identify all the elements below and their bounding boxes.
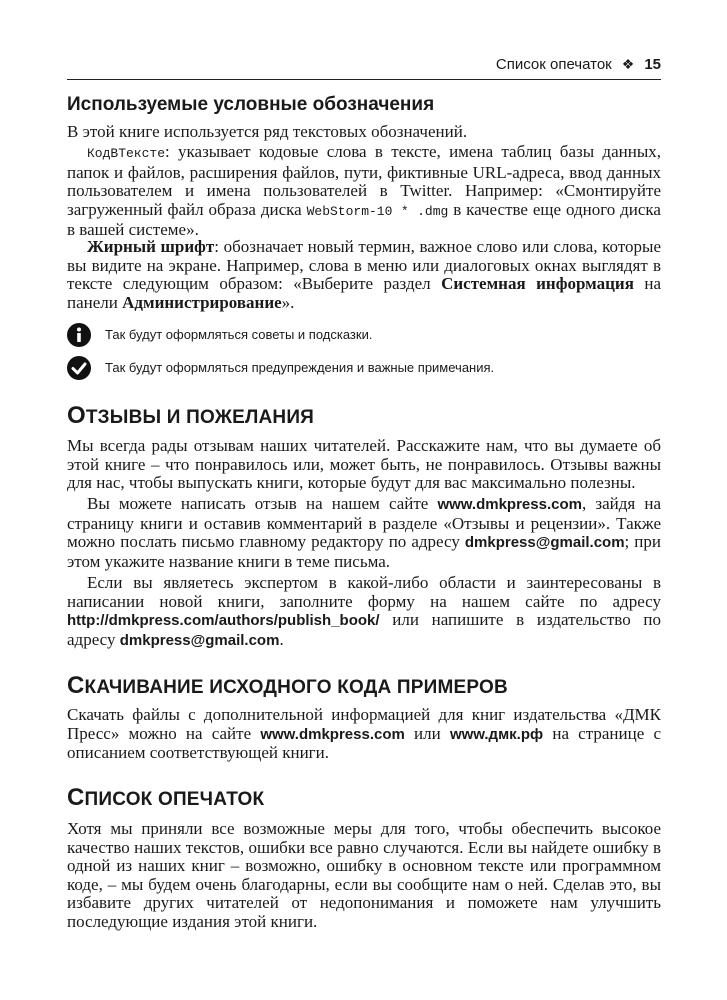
bold-example-1: Системная информация	[441, 274, 634, 294]
feedback-paragraph-3	[67, 574, 661, 650]
feedback-heading-rest: ТЗЫВЫ И ПОЖЕЛАНИЯ	[85, 407, 315, 428]
code-example: WebStorm-10 * .dmg	[306, 203, 449, 219]
tip-text: Так будут оформляться советы и подсказки.	[105, 327, 373, 342]
download-p-c: на странице с описанием соответствующей книги.	[67, 723, 661, 763]
publish-book-link[interactable]: http://dmkpress.com/authors/publish_book/	[67, 612, 380, 630]
bold-term: Жирный шрифт	[87, 237, 215, 256]
bold-desc-3: ».	[281, 292, 295, 312]
code-desc-1: : указывает кодовые слова в тексте, имена таблиц базы данных, папок и файлов, расширения файлов, пути, фиктивные URL-адреса, ввод данных пользователем и имена пользователей в Twitter. Например: «Смонтируйте загруженный файл образа диска	[67, 142, 661, 219]
dmk-rf-site-link[interactable]: www.дмк.рф	[449, 725, 544, 743]
feedback-paragraph-2	[67, 495, 661, 571]
publisher-email-link[interactable]: dmkpress@gmail.com	[119, 631, 280, 649]
editor-email-link[interactable]: dmkpress@gmail.com	[464, 534, 625, 552]
feedback-p3-a: Если вы являетесь экспертом в какой-либо области и заинтересованы в написании новой книги, заполните форму на нашем сайте по адресу	[67, 573, 661, 611]
site-link[interactable]: www.dmkpress.com	[437, 496, 582, 513]
header-rule	[67, 79, 661, 80]
dmkpress-site-link[interactable]: www.dmkpress.com	[260, 725, 405, 743]
running-header	[67, 56, 661, 80]
feedback-heading-initial: О	[67, 402, 86, 429]
tip-note	[67, 323, 661, 349]
download-heading-rest: КАЧИВАНИЕ ИСХОДНОГО КОДА ПРИМЕРОВ	[84, 677, 508, 698]
errata-heading	[67, 784, 264, 812]
warning-note	[67, 356, 661, 382]
code-term: КодВТексте	[87, 146, 166, 161]
errata-paragraph: Хотя мы приняли все возможные меры для того, чтобы обеспечить высокое качество наших текстов, ошибки все равно случаются. Если вы найдете ошибку в одной из наших книг – возможно, ошибку в основном тексте или программном коде, – мы будем очень благодарны, если вы сообщите нам о ней. Сделав это, вы избавите других читателей от недопонимания и поможете нам улучшить последующие издания этой книги.	[67, 819, 661, 931]
checkmark-icon	[67, 356, 91, 380]
conventions-intro: В этой книге используется ряд текстовых обозначений.	[67, 122, 468, 141]
download-paragraph	[67, 706, 661, 763]
feedback-heading	[67, 402, 314, 430]
errata-heading-initial: С	[67, 784, 85, 811]
code-convention-paragraph	[67, 143, 661, 240]
code-desc-2: в качестве еще одного диска в вашей системе».	[67, 199, 661, 240]
errata-heading-rest: ПИСОК ОПЕЧАТОК	[84, 789, 265, 810]
bold-desc-1: : обозначает новый термин, важное слово или слова, которые вы видите на экране. Например, слова в меню или диалоговых окнах выглядят в тексте следующим образом: «Выберите раздел	[67, 237, 661, 294]
download-heading	[67, 672, 508, 700]
download-heading-initial: С	[67, 672, 85, 699]
feedback-p2-c: ; при этом укажите название книги в теме письма.	[67, 532, 662, 571]
feedback-p2-a: Вы можете написать отзыв на нашем сайте	[87, 494, 438, 513]
feedback-p3-c: .	[279, 629, 284, 649]
running-title: Список опечаток	[495, 56, 612, 73]
conventions-heading: Используемые условные обозначения	[67, 94, 435, 115]
separator-glyph: ❖	[621, 56, 635, 72]
feedback-p2-b: , зайдя на страницу книги и оставив комментарий в разделе «Отзывы и рецензии». Также можно послать письмо главному редактору по адресу	[67, 494, 661, 552]
warning-text: Так будут оформляться предупреждения и важные примечания.	[105, 360, 495, 375]
page-number: 15	[644, 56, 661, 73]
download-p-b: или	[404, 723, 450, 743]
feedback-paragraph-1: Мы всегда рады отзывам наших читателей. Расскажите нам, что вы думаете об этой книге – что понравилось или, может быть, не понравилось. Отзывы важны для нас, чтобы выпускать книги, которые будут для вас максимально полезны.	[67, 436, 661, 493]
info-icon	[67, 323, 91, 347]
download-p-a: Скачать файлы с дополнительной информацией для книг издательства «ДМК Пресс» можно на сайте	[67, 705, 661, 743]
bold-convention-paragraph	[67, 238, 661, 312]
bold-example-2: Администрирование	[122, 292, 282, 312]
feedback-p3-b: или напишите в издательство по адресу	[67, 610, 661, 649]
bold-desc-2: на панели	[67, 274, 661, 312]
